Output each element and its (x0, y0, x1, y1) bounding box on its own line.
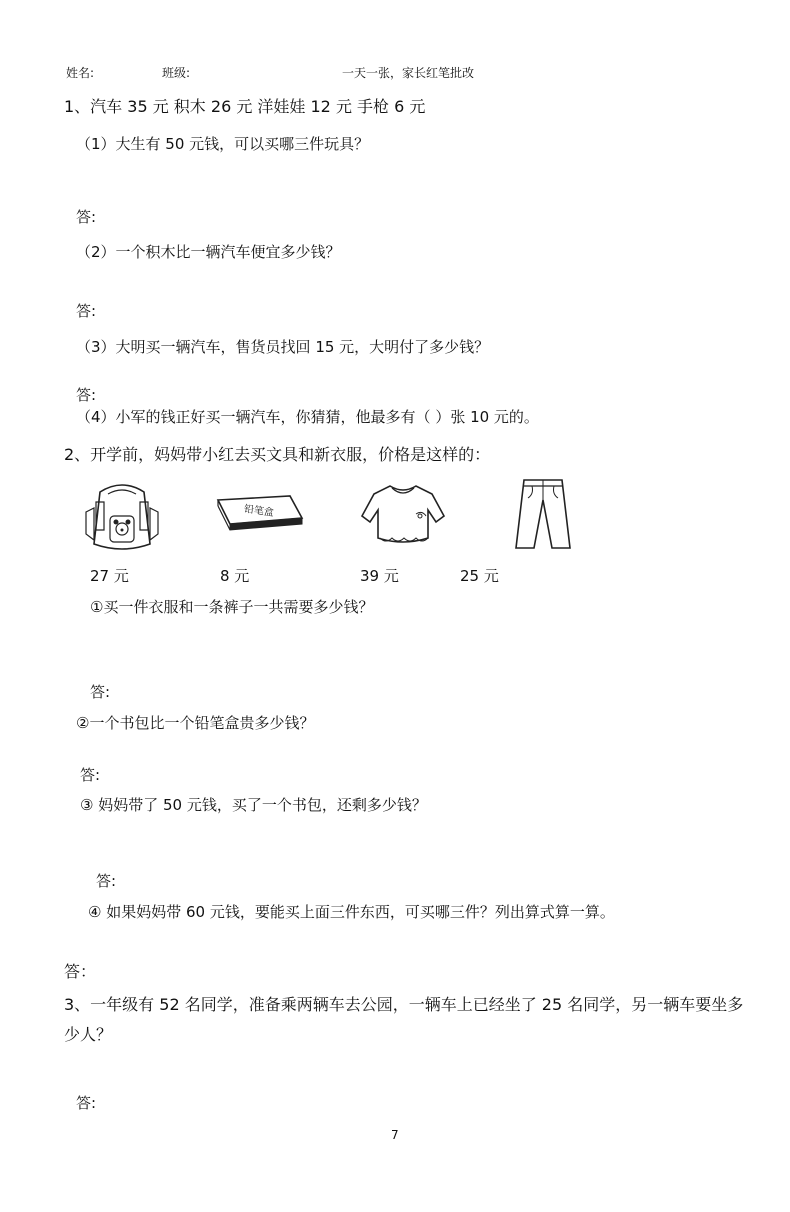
q1-sub2: （2）一个积木比一辆汽车便宜多少钱？ (76, 243, 341, 261)
page-number: 7 (391, 1128, 399, 1142)
q1-answer3: 答: (76, 386, 97, 404)
q2-answer2: 答: (80, 766, 101, 784)
q2-final-answer: 答： (64, 962, 97, 981)
price-sweater: 39 元 (360, 567, 399, 585)
q2-sub3: ③ 妈妈带了 50 元钱，买了一个书包，还剩多少钱？ (80, 796, 427, 814)
q1-sub3: （3）大明买一辆汽车，售货员找回 15 元，大明付了多少钱？ (76, 338, 490, 356)
price-pencil-case: 8 元 (220, 567, 250, 585)
pencil-case-label: 铅笔盒 (243, 503, 275, 519)
q2-sub4: ④ 如果妈妈带 60 元钱，要能买上面三件东西，可买哪三件？列出算式算一算。 (88, 903, 615, 921)
backpack-icon (80, 482, 164, 554)
sweater-icon (360, 480, 446, 548)
pencil-case-icon (214, 492, 304, 534)
q1-answer1: 答: (76, 208, 97, 226)
header-note: 一天一张，家长红笔批改 (342, 66, 475, 80)
price-backpack: 27 元 (90, 567, 129, 585)
q3-line2: 少人？ (64, 1025, 113, 1044)
q2-sub1: ①买一件衣服和一条裤子一共需要多少钱？ (90, 598, 374, 616)
q2-answer1: 答: (90, 683, 111, 701)
q3-line1: 3、一年级有 52 名同学，准备乘两辆车去公园，一辆车上已经坐了 25 名同学，另一辆车要坐多 (64, 995, 744, 1014)
q3-answer: 答: (76, 1094, 97, 1112)
q1-answer2: 答: (76, 302, 97, 320)
price-pants: 25 元 (460, 567, 499, 585)
name-label: 姓名: (66, 66, 95, 80)
q2-sub2: ②一个书包比一个铅笔盒贵多少钱？ (76, 714, 315, 732)
class-label: 班级: (162, 66, 191, 80)
q1-sub4: （4）小军的钱正好买一辆汽车，你猜猜，他最多有（ ）张 10 元的。 (76, 408, 539, 426)
q1-sub1: （1）大生有 50 元钱，可以买哪三件玩具？ (76, 135, 370, 153)
q2-answer3: 答: (96, 872, 117, 890)
q2-intro: 2、开学前，妈妈带小红去买文具和新衣服，价格是这样的： (64, 445, 491, 464)
pants-icon (514, 476, 572, 552)
q1-prices: 1、汽车 35 元 积木 26 元 洋娃娃 12 元 手枪 6 元 (64, 97, 426, 116)
